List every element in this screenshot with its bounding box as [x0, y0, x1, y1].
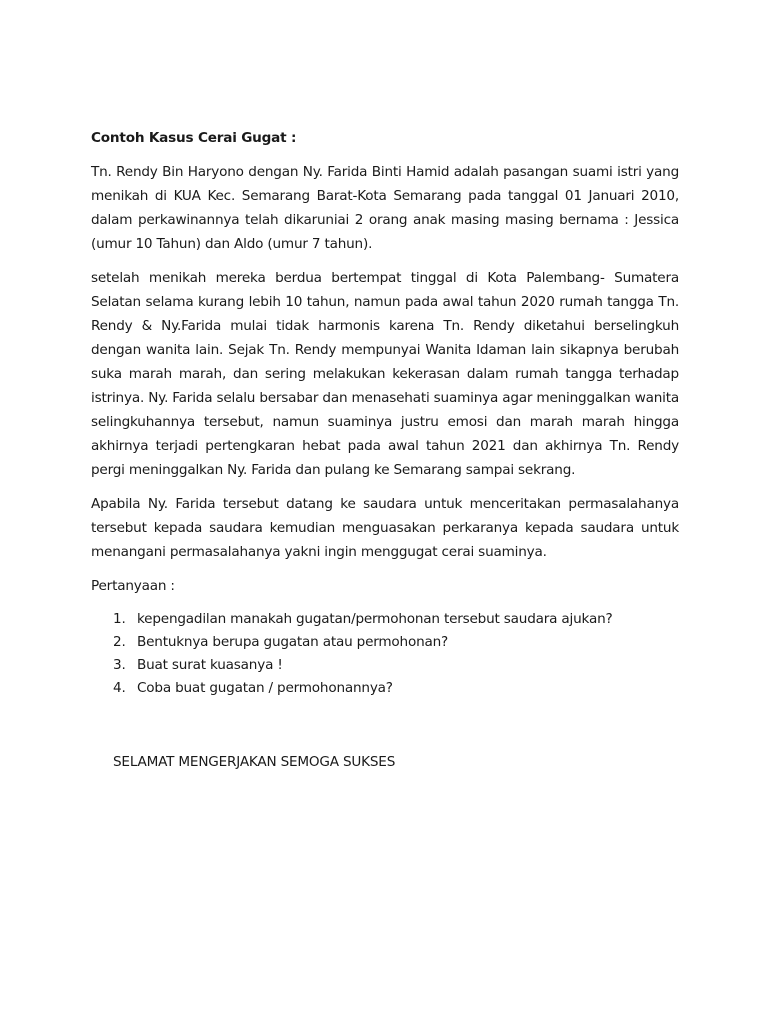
question-number: 2. — [113, 634, 126, 650]
question-text: Coba buat gugatan / permohonannya? — [137, 680, 393, 696]
paragraph-case-request: Apabila Ny. Farida tersebut datang ke saudara untuk menceritakan permasalahanya tersebut kepada saudara kemudian menguasakan perkaranya kepada saudara untuk menangani permasalahanya yakni ingin menggugat cerai suaminya. — [91, 496, 679, 560]
paragraph-case-history: setelah menikah mereka berdua bertempat tinggal di Kota Palembang- Sumatera Selatan selama kurang lebih 10 tahun, namun pada awal tahun 2020 rumah tangga Tn. Rendy & Ny.Farida mulai tidak harmonis karena Tn. Rendy diketahui berselingkuh dengan wanita lain. Sejak Tn. Rendy mempunyai Wanita Idaman lain sikapnya berubah suka marah marah, dan sering melakukan kekerasan dalam rumah tangga terhadap istrinya. Ny. Farida selalu bersabar dan menasehati suaminya agar meninggalkan wanita selingkuhannya tersebut, namun suaminya justru emosi dan marah marah hingga akhirnya terjadi pertengkaran hebat pada awal tahun 2021 dan akhirnya Tn. Rendy pergi meninggalkan Ny. Farida dan pulang ke Semarang sampai sekrang. — [91, 270, 679, 478]
question-number: 1. — [113, 611, 126, 627]
question-item — [91, 677, 679, 700]
question-text: Bentuknya berupa gugatan atau permohonan? — [137, 634, 449, 650]
question-item — [91, 631, 679, 654]
question-text: kepengadilan manakah gugatan/permohonan tersebut saudara ajukan? — [137, 611, 613, 627]
document-body — [91, 126, 679, 774]
questions-heading: Pertanyaan : — [91, 578, 175, 594]
paragraph-case-parties: Tn. Rendy Bin Haryono dengan Ny. Farida Binti Hamid adalah pasangan suami istri yang menikah di KUA Kec. Semarang Barat-Kota Semarang pada tanggal 01 Januari 2010, dalam perkawinannya telah dikaruniai 2 orang anak masing masing bernama : Jessica (umur 10 Tahun) dan Aldo (umur 7 tahun). — [91, 164, 679, 252]
question-text: Buat surat kuasanya ! — [137, 657, 283, 673]
question-item — [91, 608, 679, 631]
questions-list — [91, 608, 679, 700]
closing-message: SELAMAT MENGERJAKAN SEMOGA SUKSES — [113, 754, 396, 770]
document-title: Contoh Kasus Cerai Gugat : — [91, 130, 297, 146]
question-number: 4. — [113, 680, 126, 696]
question-number: 3. — [113, 657, 126, 673]
question-item — [91, 654, 679, 677]
